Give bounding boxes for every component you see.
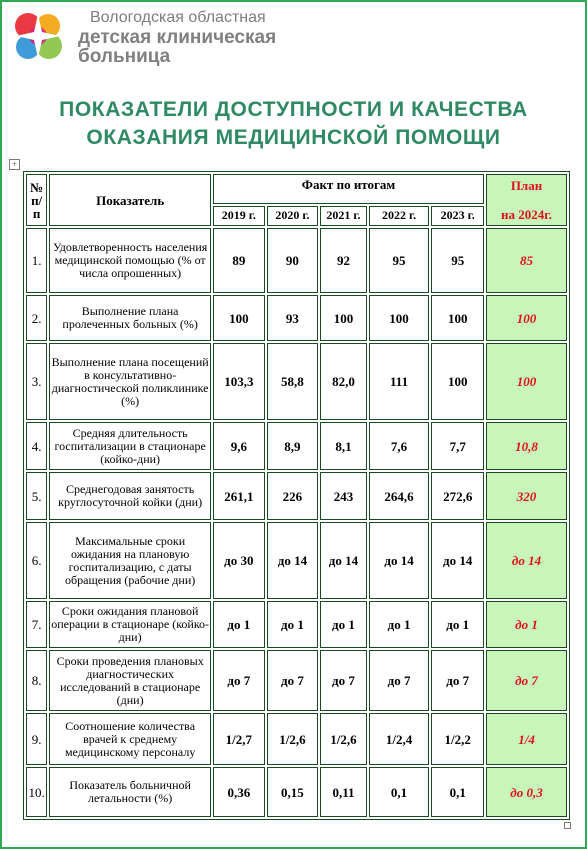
row-number: 8. xyxy=(26,650,47,711)
table-row xyxy=(26,713,567,765)
value-cell: до 1 xyxy=(369,601,430,648)
hospital-logo xyxy=(6,4,277,70)
indicators-table xyxy=(23,171,570,820)
table-resize-handle[interactable] xyxy=(564,822,571,829)
row-number: 10. xyxy=(26,767,47,817)
plan-cell: 320 xyxy=(486,472,567,520)
indicator-name: Средняя длительность госпитализации в стационаре (койко-дни) xyxy=(49,422,211,470)
value-cell: 1/2,7 xyxy=(213,713,265,765)
header-year: 2023 г. xyxy=(431,206,484,226)
row-number: 3. xyxy=(26,343,47,420)
value-cell: до 7 xyxy=(213,650,265,711)
value-cell: 9,6 xyxy=(213,422,265,470)
header-indicator: Показатель xyxy=(49,174,211,226)
table-row xyxy=(26,650,567,711)
plan-cell: до 1 xyxy=(486,601,567,648)
indicator-name: Максимальные сроки ожидания на плановую госпитализацию, с даты обращения (рабочие дни) xyxy=(49,522,211,599)
value-cell: 0,11 xyxy=(320,767,367,817)
table-row xyxy=(26,601,567,648)
row-number: 2. xyxy=(26,295,47,341)
value-cell: 226 xyxy=(267,472,319,520)
indicator-name: Среднегодовая занятость круглосуточной койки (дни) xyxy=(49,472,211,520)
value-cell: 93 xyxy=(267,295,319,341)
value-cell: до 1 xyxy=(320,601,367,648)
value-cell: 1/2,4 xyxy=(369,713,430,765)
plan-cell: до 14 xyxy=(486,522,567,599)
header-year: 2022 г. xyxy=(369,206,430,226)
value-cell: 0,1 xyxy=(431,767,484,817)
logo-text-line3: больница xyxy=(78,46,171,67)
title-line1: ПОКАЗАТЕЛИ ДОСТУПНОСТИ И КАЧЕСТВА xyxy=(59,98,528,121)
value-cell: 8,9 xyxy=(267,422,319,470)
value-cell: 1/2,6 xyxy=(320,713,367,765)
value-cell: до 7 xyxy=(431,650,484,711)
value-cell: 1/2,6 xyxy=(267,713,319,765)
table-row xyxy=(26,295,567,341)
indicator-name: Соотношение количества врачей к среднему медицинскому персоналу xyxy=(49,713,211,765)
indicator-name: Показатель больничной летальности (%) xyxy=(49,767,211,817)
plan-cell: 100 xyxy=(486,295,567,341)
value-cell: 264,6 xyxy=(369,472,430,520)
value-cell: до 14 xyxy=(320,522,367,599)
value-cell: до 30 xyxy=(213,522,265,599)
plan-cell: 85 xyxy=(486,228,567,293)
value-cell: 90 xyxy=(267,228,319,293)
plan-cell: 10,8 xyxy=(486,422,567,470)
value-cell: до 14 xyxy=(431,522,484,599)
table-row xyxy=(26,472,567,520)
value-cell: 1/2,2 xyxy=(431,713,484,765)
value-cell: 7,6 xyxy=(369,422,430,470)
table-row xyxy=(26,343,567,420)
row-number: 9. xyxy=(26,713,47,765)
logo-mark-icon xyxy=(6,4,70,68)
value-cell: 95 xyxy=(431,228,484,293)
value-cell: 243 xyxy=(320,472,367,520)
value-cell: 100 xyxy=(320,295,367,341)
value-cell: 100 xyxy=(431,295,484,341)
indicator-name: Сроки проведения плановых диагностических исследований в стационаре (дни) xyxy=(49,650,211,711)
value-cell: 82,0 xyxy=(320,343,367,420)
value-cell: 7,7 xyxy=(431,422,484,470)
header-year: 2020 г. xyxy=(267,206,319,226)
table-row xyxy=(26,767,567,817)
value-cell: 8,1 xyxy=(320,422,367,470)
value-cell: до 14 xyxy=(369,522,430,599)
value-cell: 272,6 xyxy=(431,472,484,520)
value-cell: до 7 xyxy=(369,650,430,711)
indicator-name: Сроки ожидания плановой операции в стационаре (койко-дни) xyxy=(49,601,211,648)
value-cell: до 1 xyxy=(267,601,319,648)
row-number: 5. xyxy=(26,472,47,520)
row-number: 7. xyxy=(26,601,47,648)
plan-cell: 100 xyxy=(486,343,567,420)
value-cell: до 1 xyxy=(213,601,265,648)
indicator-name: Удовлетворенность населения медицинской помощью (% от числа опрошенных) xyxy=(49,228,211,293)
value-cell: 0,1 xyxy=(369,767,430,817)
indicator-name: Выполнение плана пролеченных больных (%) xyxy=(49,295,211,341)
table-move-handle-icon[interactable]: + xyxy=(9,159,20,170)
plan-cell: до 0,3 xyxy=(486,767,567,817)
value-cell: 89 xyxy=(213,228,265,293)
value-cell: до 1 xyxy=(431,601,484,648)
indicator-name: Выполнение плана посещений в консультативно-диагностической поликлинике (%) xyxy=(49,343,211,420)
value-cell: 58,8 xyxy=(267,343,319,420)
header-fact: Факт по итогам xyxy=(213,174,484,204)
value-cell: 92 xyxy=(320,228,367,293)
row-number: 6. xyxy=(26,522,47,599)
logo-text-line1: Вологодская областная xyxy=(90,9,266,26)
value-cell: 100 xyxy=(369,295,430,341)
value-cell: 0,36 xyxy=(213,767,265,817)
row-number: 1. xyxy=(26,228,47,293)
header-plan xyxy=(486,174,567,226)
header-plan-top: План xyxy=(510,178,543,193)
table-row xyxy=(26,422,567,470)
header-year: 2021 г. xyxy=(320,206,367,226)
value-cell: 261,1 xyxy=(213,472,265,520)
logo-text-line2: детская клиническая xyxy=(78,27,277,48)
plan-cell: 1/4 xyxy=(486,713,567,765)
value-cell: 111 xyxy=(369,343,430,420)
header-num: № п/п xyxy=(26,174,47,226)
row-number: 4. xyxy=(26,422,47,470)
value-cell: 100 xyxy=(213,295,265,341)
value-cell: до 7 xyxy=(320,650,367,711)
header-year: 2019 г. xyxy=(213,206,265,226)
value-cell: до 7 xyxy=(267,650,319,711)
value-cell: 0,15 xyxy=(267,767,319,817)
page-title xyxy=(0,96,587,152)
header-plan-bottom: на 2024г. xyxy=(501,207,552,222)
plan-cell: до 7 xyxy=(486,650,567,711)
value-cell: 103,3 xyxy=(213,343,265,420)
value-cell: 100 xyxy=(431,343,484,420)
value-cell: до 14 xyxy=(267,522,319,599)
table-row xyxy=(26,522,567,599)
title-line2: ОКАЗАНИЯ МЕДИЦИНСКОЙ ПОМОЩИ xyxy=(86,126,501,149)
value-cell: 95 xyxy=(369,228,430,293)
table-row xyxy=(26,228,567,293)
